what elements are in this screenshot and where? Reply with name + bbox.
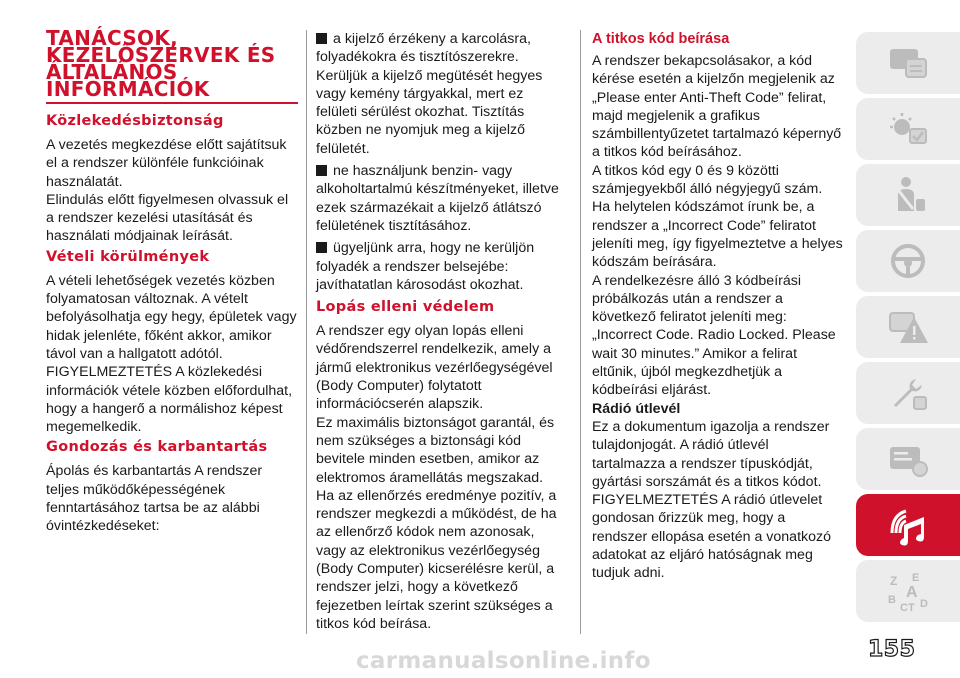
watermark: carmanualsonline.info [356, 648, 651, 674]
tab-emergency[interactable] [856, 296, 960, 358]
bullet-item: ügyeljünk arra, hogy ne kerüljön folyadék a rendszer belsejébe: javíthatatlan károsodást okozhat. [316, 240, 535, 293]
paragraph: Ez a dokumentum igazolja a rendszer tulajdonjogát. A rádió útlevél tartalmazza a rendszer típuskódját, gyártási sorszámát és a titkos kódot. [592, 418, 830, 490]
car-info-icon [884, 41, 932, 85]
multimedia-icon [884, 503, 932, 547]
tab-seatbelt[interactable] [856, 164, 960, 226]
tab-steering-wheel[interactable] [856, 230, 960, 292]
paragraph: A rendelkezésre álló 3 kódbeírási próbálkozás után a rendszer a következő feliratot jeleníti meg: „Incorrect Code. Radio Locked. Please wait 30 minutes.” Amikor a felirat eltűnik, újból megkezdhetjük a kódbeírási eljárást. [592, 272, 836, 399]
column-2 [316, 30, 564, 637]
steering-wheel-icon [884, 239, 932, 283]
paragraph: A rendszer bekapcsolásakor, a kód kérése esetén a kijelzőn megjelenik az „Please enter Anti-Theft Code” felirat, majd megjelenik a grafikus számbillentyűzetet tartalmazó képernyő a titkos kód beírásához. [592, 53, 842, 161]
page-number: 155 [868, 637, 916, 662]
heading-radio-passport: Rádió útlevél [592, 400, 681, 417]
warning-triangle-icon [884, 305, 932, 349]
chapter-tabs [856, 32, 960, 626]
car-specs-icon [884, 437, 932, 481]
tab-index[interactable] [856, 560, 960, 622]
column-1 [46, 26, 298, 540]
paragraph: A vezetés megkezdése előtt sajátítsuk el a rendszer különféle funkcióinak használatát. [46, 137, 287, 190]
svg-text:C: C [900, 602, 908, 613]
tab-service[interactable] [856, 362, 960, 424]
heading-care-maintenance: Gondozás és karbantartás [46, 439, 268, 456]
tab-multimedia[interactable] [856, 494, 960, 556]
paragraph: Ha helytelen kódszámot írunk be, a rendszer a „Incorrect Code” feliratot jeleníti meg, így figyelmeztetve a helyes kódszám beírására. [592, 199, 843, 271]
column-divider [580, 30, 581, 634]
warning-paragraph: FIGYELMEZTETÉS A közlekedési információk vétele közben előfordulhat, hogy a hangerő a normálishoz képest megemelkedik. [46, 364, 293, 436]
bullet-square-icon [316, 165, 327, 176]
paragraph: Elindulás előtt figyelmesen olvassuk el a rendszer kezelési utasítását és használati módjainak leírását. [46, 191, 289, 245]
dashboard-lights-icon [884, 107, 932, 151]
heading-reception-conditions: Vételi körülmények [46, 248, 210, 265]
column-divider [306, 30, 307, 634]
tab-car-info[interactable] [856, 32, 960, 94]
heading-anti-theft: Lopás elleni védelem [316, 299, 495, 316]
paragraph: Ez maximális biztonságot garantál, és nem szükséges a biztonsági kód bevitele minden esetben, amikor az elektromos áramellátás megszakad. Ha az ellenőrzés eredménye pozitív, a rendszer megkezdi a működést, de ha az ellenőrző kódok nem azonosak, vagy az elektronikus vezérlőegység (Body Computer) kicserélésre kerül, a rendszer jelzi, hogy a következő fejezetben leírtak szerint szükséges a titkos kód beírása. [316, 414, 557, 632]
svg-text:D: D [920, 598, 928, 610]
heading-secret-code-entry: A titkos kód beírása [592, 31, 730, 47]
svg-text:B: B [888, 594, 896, 606]
bullet-item: a kijelző érzékeny a karcolásra, folyadékokra és tisztítószerekre. Kerüljük a kijelző megütését hegyes vagy kemény tárgyakkal, mert ez felületi sérülést okozhat. Tisztítás közben ne nyomjuk meg a kijelző felületét. [316, 31, 543, 157]
service-tools-icon [884, 371, 932, 415]
svg-text:E: E [912, 572, 920, 584]
svg-text:A: A [906, 584, 918, 601]
bullet-square-icon [316, 33, 327, 44]
seatbelt-icon [884, 173, 932, 217]
bullet-item: ne használjunk benzin- vagy alkoholtartalmú készítményeket, illetve ezek származékait a kijelző átlátszó felületének tisztításához. [316, 163, 559, 234]
paragraph: Ápolás és karbantartás A rendszer teljes működőképességének fenntartásához tartsa be az alábbi óvintézkedéseket: [46, 463, 263, 535]
page-title: TANÁCSOK, KEZELŐSZERVEK ÉS ÁLTALÁNOS INFORMÁCIÓK [46, 30, 298, 104]
svg-text:Z: Z [890, 574, 898, 588]
paragraph: A titkos kód egy 0 és 9 közötti számjegyekből álló négyjegyű szám. [592, 162, 823, 198]
column-3 [592, 30, 844, 583]
paragraph: A vételi lehetőségek vezetés közben folyamatosan változnak. A vételt befolyásolhatja egy hegy, épületek vagy hidak jelenléte, főként akkor, amikor távol van a hallgatott adótól. [46, 272, 297, 362]
tab-technical-data[interactable] [856, 428, 960, 490]
heading-traffic-safety: Közlekedésbiztonság [46, 113, 224, 129]
alphabetical-index-icon [884, 569, 932, 613]
tab-dashboard-lights[interactable] [856, 98, 960, 160]
paragraph: A rendszer egy olyan lopás elleni védőrendszerrel rendelkezik, amely a jármű elektronikus vezérlőegységével (Body Computer) folytatott információcserén alapszik. [316, 323, 553, 413]
warning-paragraph: FIGYELMEZTETÉS A rádió útlevelet gondosan őrizzük meg, hogy a rendszer ellopása esetén a vonatkozó adatokat az eljáró hatóságnak meg tudjuk adni. [592, 492, 831, 582]
svg-text:T: T [908, 602, 915, 613]
bullet-square-icon [316, 242, 327, 253]
